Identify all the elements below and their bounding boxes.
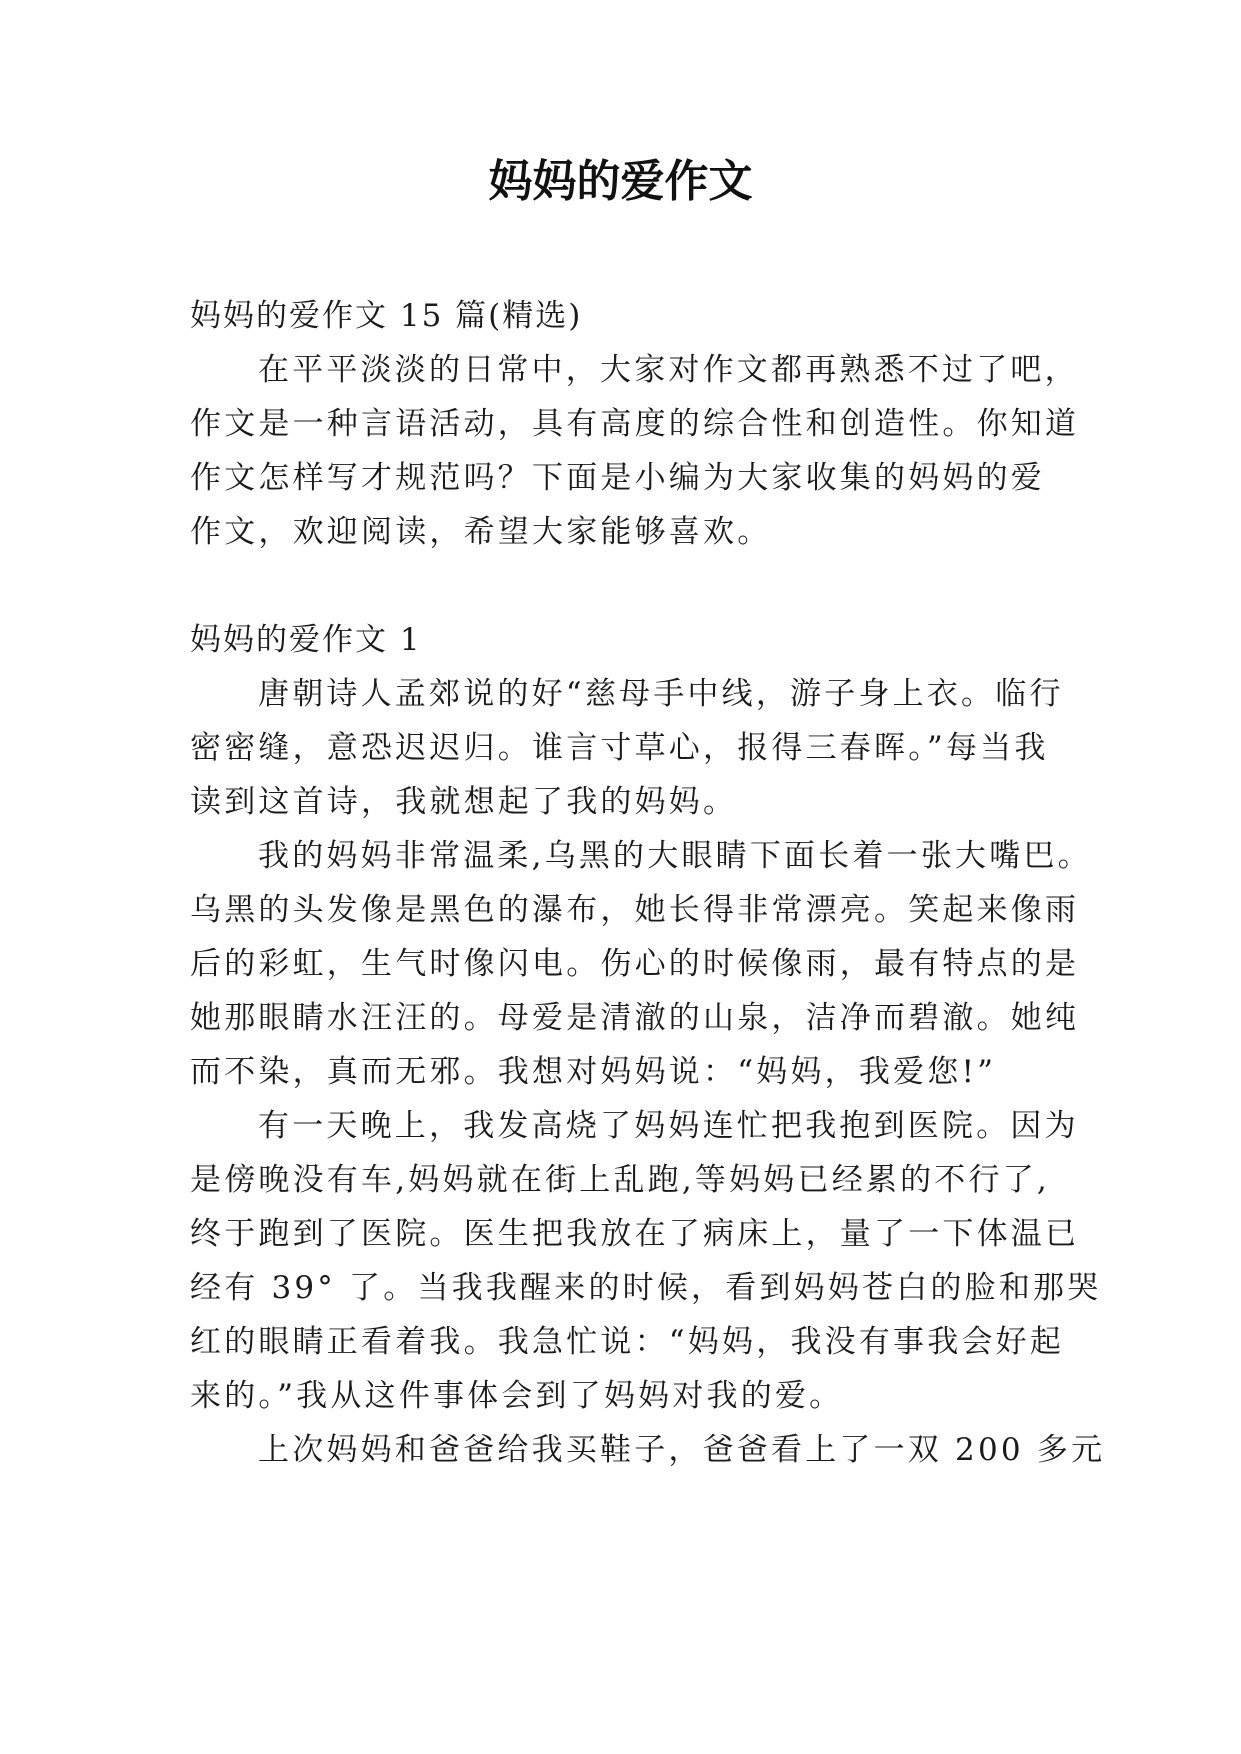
text-line: 终于跑到了医院。医生把我放在了病床上，量了一下体温已: [190, 1216, 1080, 1252]
text-line: 唐朝诗人孟郊说的好“慈母手中线，游子身上衣。临行: [258, 676, 1064, 712]
document-body: [190, 289, 1106, 1477]
blank-line: [190, 559, 1064, 613]
text-line: 密密缝，意恐迟迟归。谁言寸草心，报得三春晖。”每当我: [190, 730, 1049, 766]
document-title: 妈妈的爱作文: [488, 156, 753, 207]
text-line: 读到这首诗，我就想起了我的妈妈。: [190, 784, 738, 820]
text-line: 乌黑的头发像是黑色的瀑布，她长得非常漂亮。笑起来像雨: [190, 892, 1080, 928]
text-line: 红的眼睛正看着我。我急忙说：“妈妈，我没有事我会好起: [190, 1324, 1065, 1360]
text-line: 作文，欢迎阅读，希望大家能够喜欢。: [190, 514, 772, 550]
section-heading: 妈妈的爱作文 1: [190, 622, 422, 658]
text-line: 有一天晚上，我发高烧了妈妈连忙把我抱到医院。因为: [258, 1108, 1079, 1144]
text-line: 上次妈妈和爸爸给我买鞋子，爸爸看上了一双 200 多元: [258, 1432, 1106, 1468]
text-line: 经有 39° 了。当我我醒来的时候，看到妈妈苍白的脸和那哭: [190, 1270, 1102, 1306]
text-line: 来的。”我从这件事体会到了妈妈对我的爱。: [190, 1378, 844, 1414]
text-line: 而不染，真而无邪。我想对妈妈说：“妈妈，我爱您!”: [190, 1054, 997, 1090]
text-line: 是傍晚没有车,妈妈就在街上乱跑,等妈妈已经累的不行了,: [190, 1162, 1050, 1198]
text-line: 作文怎样写才规范吗？下面是小编为大家收集的妈妈的爱: [190, 460, 1045, 496]
text-line: 作文是一种言语活动，具有高度的综合性和创造性。你知道: [190, 406, 1080, 442]
section-heading: 妈妈的爱作文 15 篇(精选): [190, 298, 583, 334]
text-line: 后的彩虹，生气时像闪电。伤心的时候像雨，最有特点的是: [190, 946, 1080, 982]
text-line: 我的妈妈非常温柔,乌黑的大眼睛下面长着一张大嘴巴。: [258, 838, 1092, 874]
text-line: 她那眼睛水汪汪的。母爱是清澈的山泉，洁净而碧澈。她纯: [190, 1000, 1080, 1036]
text-line: 在平平淡淡的日常中，大家对作文都再熟悉不过了吧，: [258, 352, 1079, 388]
